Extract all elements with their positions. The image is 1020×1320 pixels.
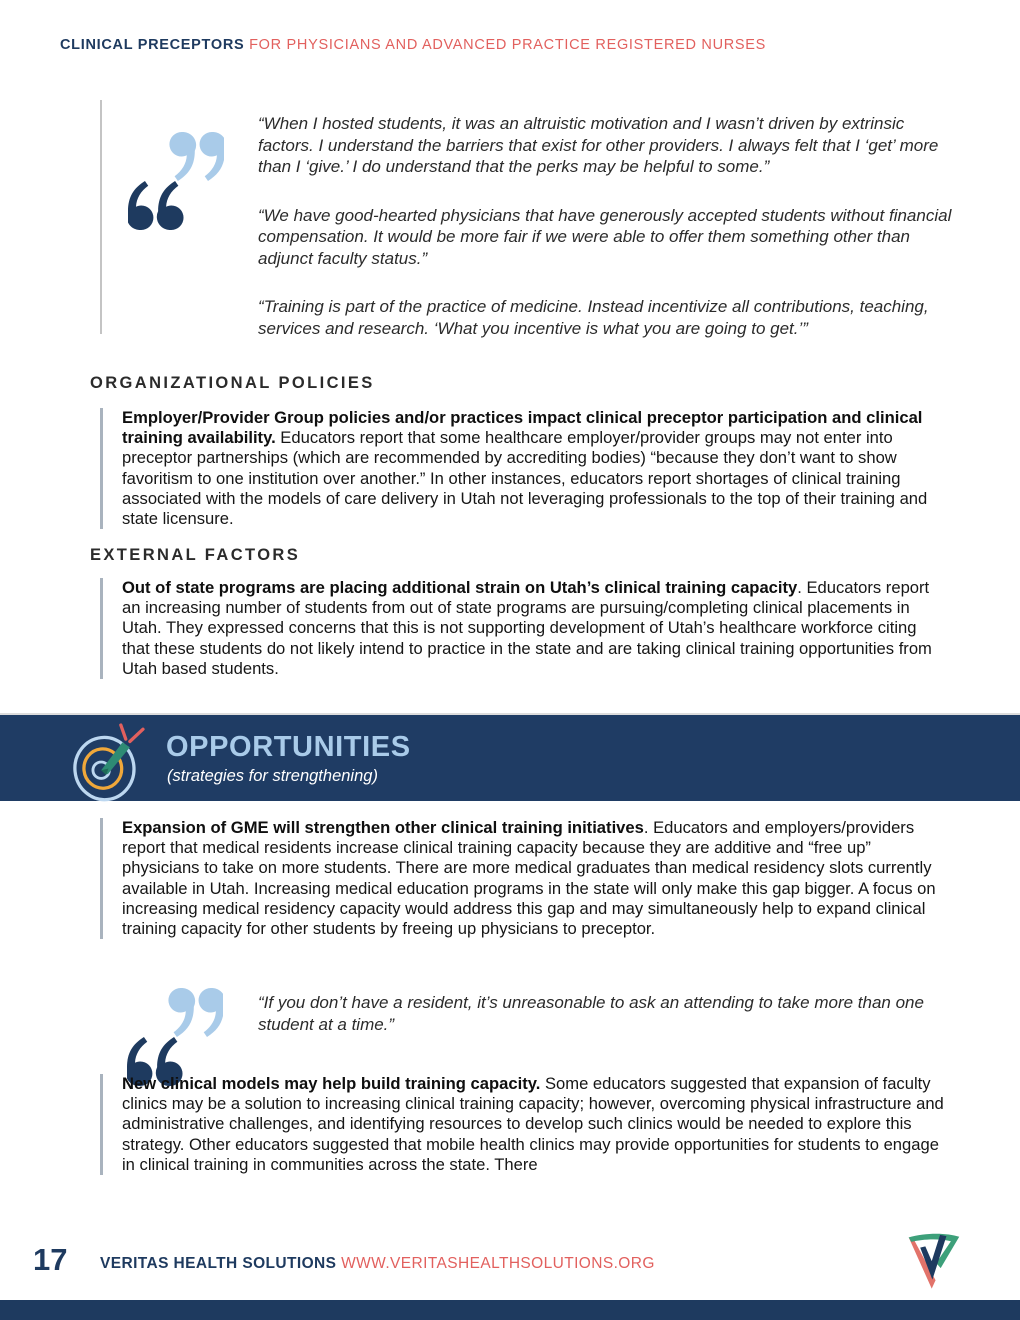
double-quote-icon (127, 988, 223, 1086)
paragraph-lead: Expansion of GME will strengthen other clinical training initiatives (122, 818, 644, 837)
opportunities-banner (0, 713, 1020, 801)
section-heading-external-factors: EXTERNAL FACTORS (90, 546, 301, 564)
footer-brand-line (100, 1255, 655, 1273)
page-header (60, 37, 766, 53)
quote-training-incentive: “Training is part of the practice of medicine. Instead incentivize all contributions, teaching, services and research. ‘What you incentive is what you are going to get.’” (258, 297, 929, 338)
quote-altruistic: “When I hosted students, it was an altruistic motivation and I wasn’t driven by extrinsic factors. I understand the barriers that exist for other providers. I always felt that I ‘get’ more than I ‘give.’ I do understand that the perks may be helpful to some.” (258, 114, 939, 176)
paragraph-body: Educators report that some healthcare employer/provider groups may not enter into preceptor partnerships (which are recommended by accrediting bodies) “because they don’t want to show favoritism to one institution over another.” In other instances, educators report shortages of clinical training associated with the models of care delivery in Utah not leveraging professionals to the top of their training and state licensure. (122, 428, 928, 529)
paragraph-new-clinical-models (100, 1074, 946, 1175)
quote-block-barriers (100, 100, 964, 338)
paragraph-gme-expansion (100, 818, 946, 939)
paragraph-lead: Out of state programs are placing additional strain on Utah’s clinical training capacity (122, 578, 798, 597)
banner-title: OPPORTUNITIES (166, 731, 411, 763)
paragraph-body: . Educators report an increasing number of students from out of state programs are pursuing/completing clinical placements in Utah. They expressed concerns that this is not supporting development of Utah’s healthcare workforce citing that these students do not likely intend to practice in the state and are taking clinical training opportunities from Utah based students. (122, 578, 932, 678)
paragraph-organizational-policies (100, 408, 946, 529)
paragraph-external-factors (100, 578, 946, 679)
paragraph-body: Some educators suggested that expansion of faculty clinics may be a solution to increasing clinical training capacity; however, overcoming physical infrastructure and administrative challenges, and identifying resources to develop such clinics would be needed to explore this strategy. Other educators suggested that mobile health clinics may provide opportunities for students to engage in clinical training in communities across the state. There (122, 1074, 944, 1174)
quote-good-hearted: “We have good-hearted physicians that have generously accepted students without financial compensation. It would be more fair if we were able to offer them something other than adjunct faculty status.” (258, 205, 952, 268)
paragraph-lead: Employer/Provider Group policies and/or practices impact clinical preceptor participation and clinical training availability. (122, 408, 923, 448)
paragraph-lead: New clinical models may help build training capacity. (122, 1074, 541, 1093)
banner-subtitle: (strategies for strengthening) (167, 767, 378, 785)
header-title: CLINICAL PRECEPTORS (60, 37, 245, 53)
footer-url: WWW.VERITASHEALTHSOLUTIONS.ORG (341, 1255, 655, 1272)
bottom-accent-bar (0, 1300, 1020, 1320)
footer-brand: VERITAS HEALTH SOLUTIONS (100, 1255, 337, 1272)
double-quote-icon (128, 132, 224, 230)
section-heading-organizational-policies: ORGANIZATIONAL POLICIES (90, 374, 375, 392)
page-number: 17 (33, 1242, 68, 1277)
paragraph-body: . Educators and employers/providers report that medical residents increase clinical training capacity because they are additive and “free up” physicians to take on more students. There are more medical graduates than medical residency slots currently available in Utah. Increasing medical education programs in the state will only make this gap bigger. A focus on increasing medical residency capacity would address this gap and may simultaneously help to expand clinical training capacity for other students by freeing up physicians to preceptor. (122, 818, 936, 939)
quote-resident: “If you don’t have a resident, it’s unreasonable to ask an attending to take more than one student at a time.” (258, 993, 924, 1034)
target-dart-icon (70, 721, 152, 803)
veritas-logo-icon (901, 1230, 965, 1296)
header-subtitle: FOR PHYSICIANS AND ADVANCED PRACTICE REGISTERED NURSES (249, 37, 767, 53)
